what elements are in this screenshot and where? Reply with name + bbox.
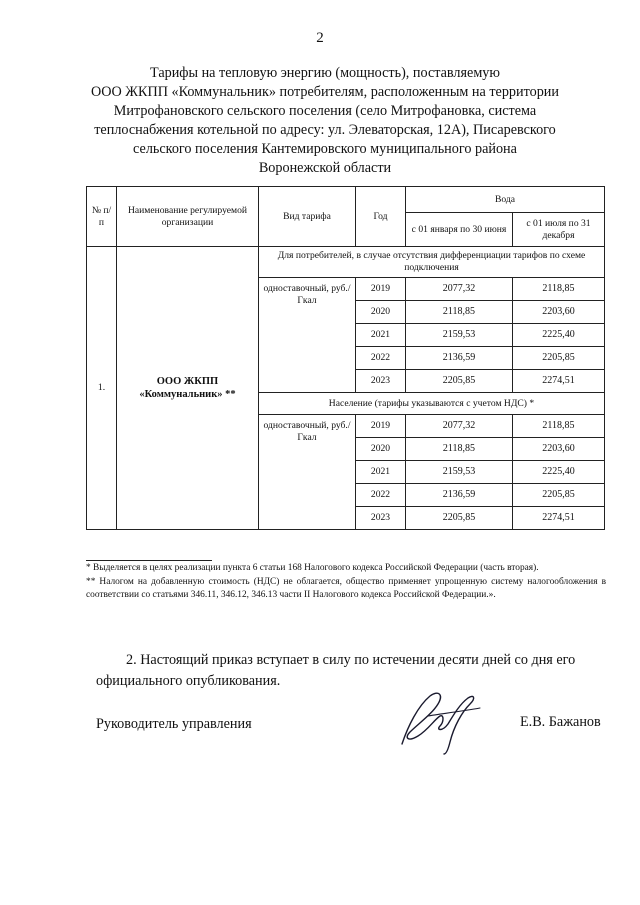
year-cell: 2021 xyxy=(356,324,406,347)
value-first-half: 2118,85 xyxy=(406,438,513,461)
header-number: № п/п xyxy=(87,187,117,247)
year-cell: 2019 xyxy=(356,278,406,301)
title-line: ООО ЖКПП «Коммунальник» потребителям, расположенным на территории xyxy=(90,84,559,100)
page-number: 2 xyxy=(316,30,324,46)
title-line: Тарифы на тепловую энергию (мощность), поставляемую xyxy=(150,65,500,81)
value-first-half: 2118,85 xyxy=(406,301,513,324)
effective-date-paragraph xyxy=(96,650,610,692)
year-cell: 2022 xyxy=(356,347,406,370)
footnote-divider xyxy=(86,560,212,561)
value-second-half: 2225,40 xyxy=(513,324,605,347)
organization-name: ООО ЖКПП «Коммунальник» ** xyxy=(117,247,259,530)
value-second-half: 2203,60 xyxy=(513,301,605,324)
value-first-half: 2205,85 xyxy=(406,370,513,393)
tariff-table xyxy=(86,186,605,530)
value-first-half: 2136,59 xyxy=(406,484,513,507)
paragraph-line: 2. Настоящий приказ вступает в силу по истечении десяти дней со дня его xyxy=(126,652,576,668)
value-first-half: 2159,53 xyxy=(406,324,513,347)
tariff-type-cell: одноставочный, руб./Гкал xyxy=(259,415,356,530)
year-cell: 2019 xyxy=(356,415,406,438)
row-number: 1. xyxy=(87,247,117,530)
value-second-half: 2274,51 xyxy=(513,370,605,393)
footnote-tax-exempt: ** Налогом на добавленную стоимость (НДС) не облагается, общество применяет упрощенную систему налогообложения в соответствии со статьями 346.11, 346.12, 346.13 части II Налогового кодекса Российской Федерации.». xyxy=(86,577,606,600)
year-cell: 2023 xyxy=(356,507,406,530)
value-second-half: 2203,60 xyxy=(513,438,605,461)
value-first-half: 2077,32 xyxy=(406,278,513,301)
header-year: Год xyxy=(356,187,406,247)
section-heading: Для потребителей, в случае отсутствия дифференциации тарифов по схеме подключения xyxy=(259,247,605,278)
footnote-vat: * Выделяется в целях реализации пункта 6 статьи 168 Налогового кодекса Российской Федерации (часть вторая). xyxy=(86,563,539,573)
paragraph-line: официального опубликования. xyxy=(96,673,281,689)
year-cell: 2023 xyxy=(356,370,406,393)
value-second-half: 2274,51 xyxy=(513,507,605,530)
value-second-half: 2118,85 xyxy=(513,278,605,301)
value-first-half: 2159,53 xyxy=(406,461,513,484)
year-cell: 2020 xyxy=(356,301,406,324)
header-water: Вода xyxy=(406,187,605,213)
signatory-title: Руководитель управления xyxy=(96,716,252,732)
value-first-half: 2077,32 xyxy=(406,415,513,438)
title-line: сельского поселения Кантемировского муниципального района xyxy=(133,141,517,157)
header-organization: Наименование регулируемой организации xyxy=(117,187,259,247)
document-title xyxy=(60,64,590,178)
title-line: Митрофановского сельского поселения (село Митрофановка, система xyxy=(113,103,537,119)
signatory-name: Е.В. Бажанов xyxy=(520,714,601,730)
title-line: теплоснабжения котельной по адресу: ул. Элеваторская, 12А), Писаревского xyxy=(94,122,556,138)
section-heading: Население (тарифы указываются с учетом НДС) * xyxy=(259,393,605,415)
year-cell: 2021 xyxy=(356,461,406,484)
header-period-first-half: с 01 января по 30 июня xyxy=(406,213,513,247)
value-second-half: 2205,85 xyxy=(513,484,605,507)
value-first-half: 2136,59 xyxy=(406,347,513,370)
handwritten-signature xyxy=(388,686,488,756)
value-second-half: 2205,85 xyxy=(513,347,605,370)
value-first-half: 2205,85 xyxy=(406,507,513,530)
footnotes xyxy=(86,562,606,603)
header-tariff-type: Вид тарифа xyxy=(259,187,356,247)
header-period-second-half: с 01 июля по 31 декабря xyxy=(513,213,605,247)
title-line: Воронежской области xyxy=(258,160,392,176)
year-cell: 2022 xyxy=(356,484,406,507)
tariff-type-cell: одноставочный, руб./Гкал xyxy=(259,278,356,393)
value-second-half: 2118,85 xyxy=(513,415,605,438)
value-second-half: 2225,40 xyxy=(513,461,605,484)
year-cell: 2020 xyxy=(356,438,406,461)
